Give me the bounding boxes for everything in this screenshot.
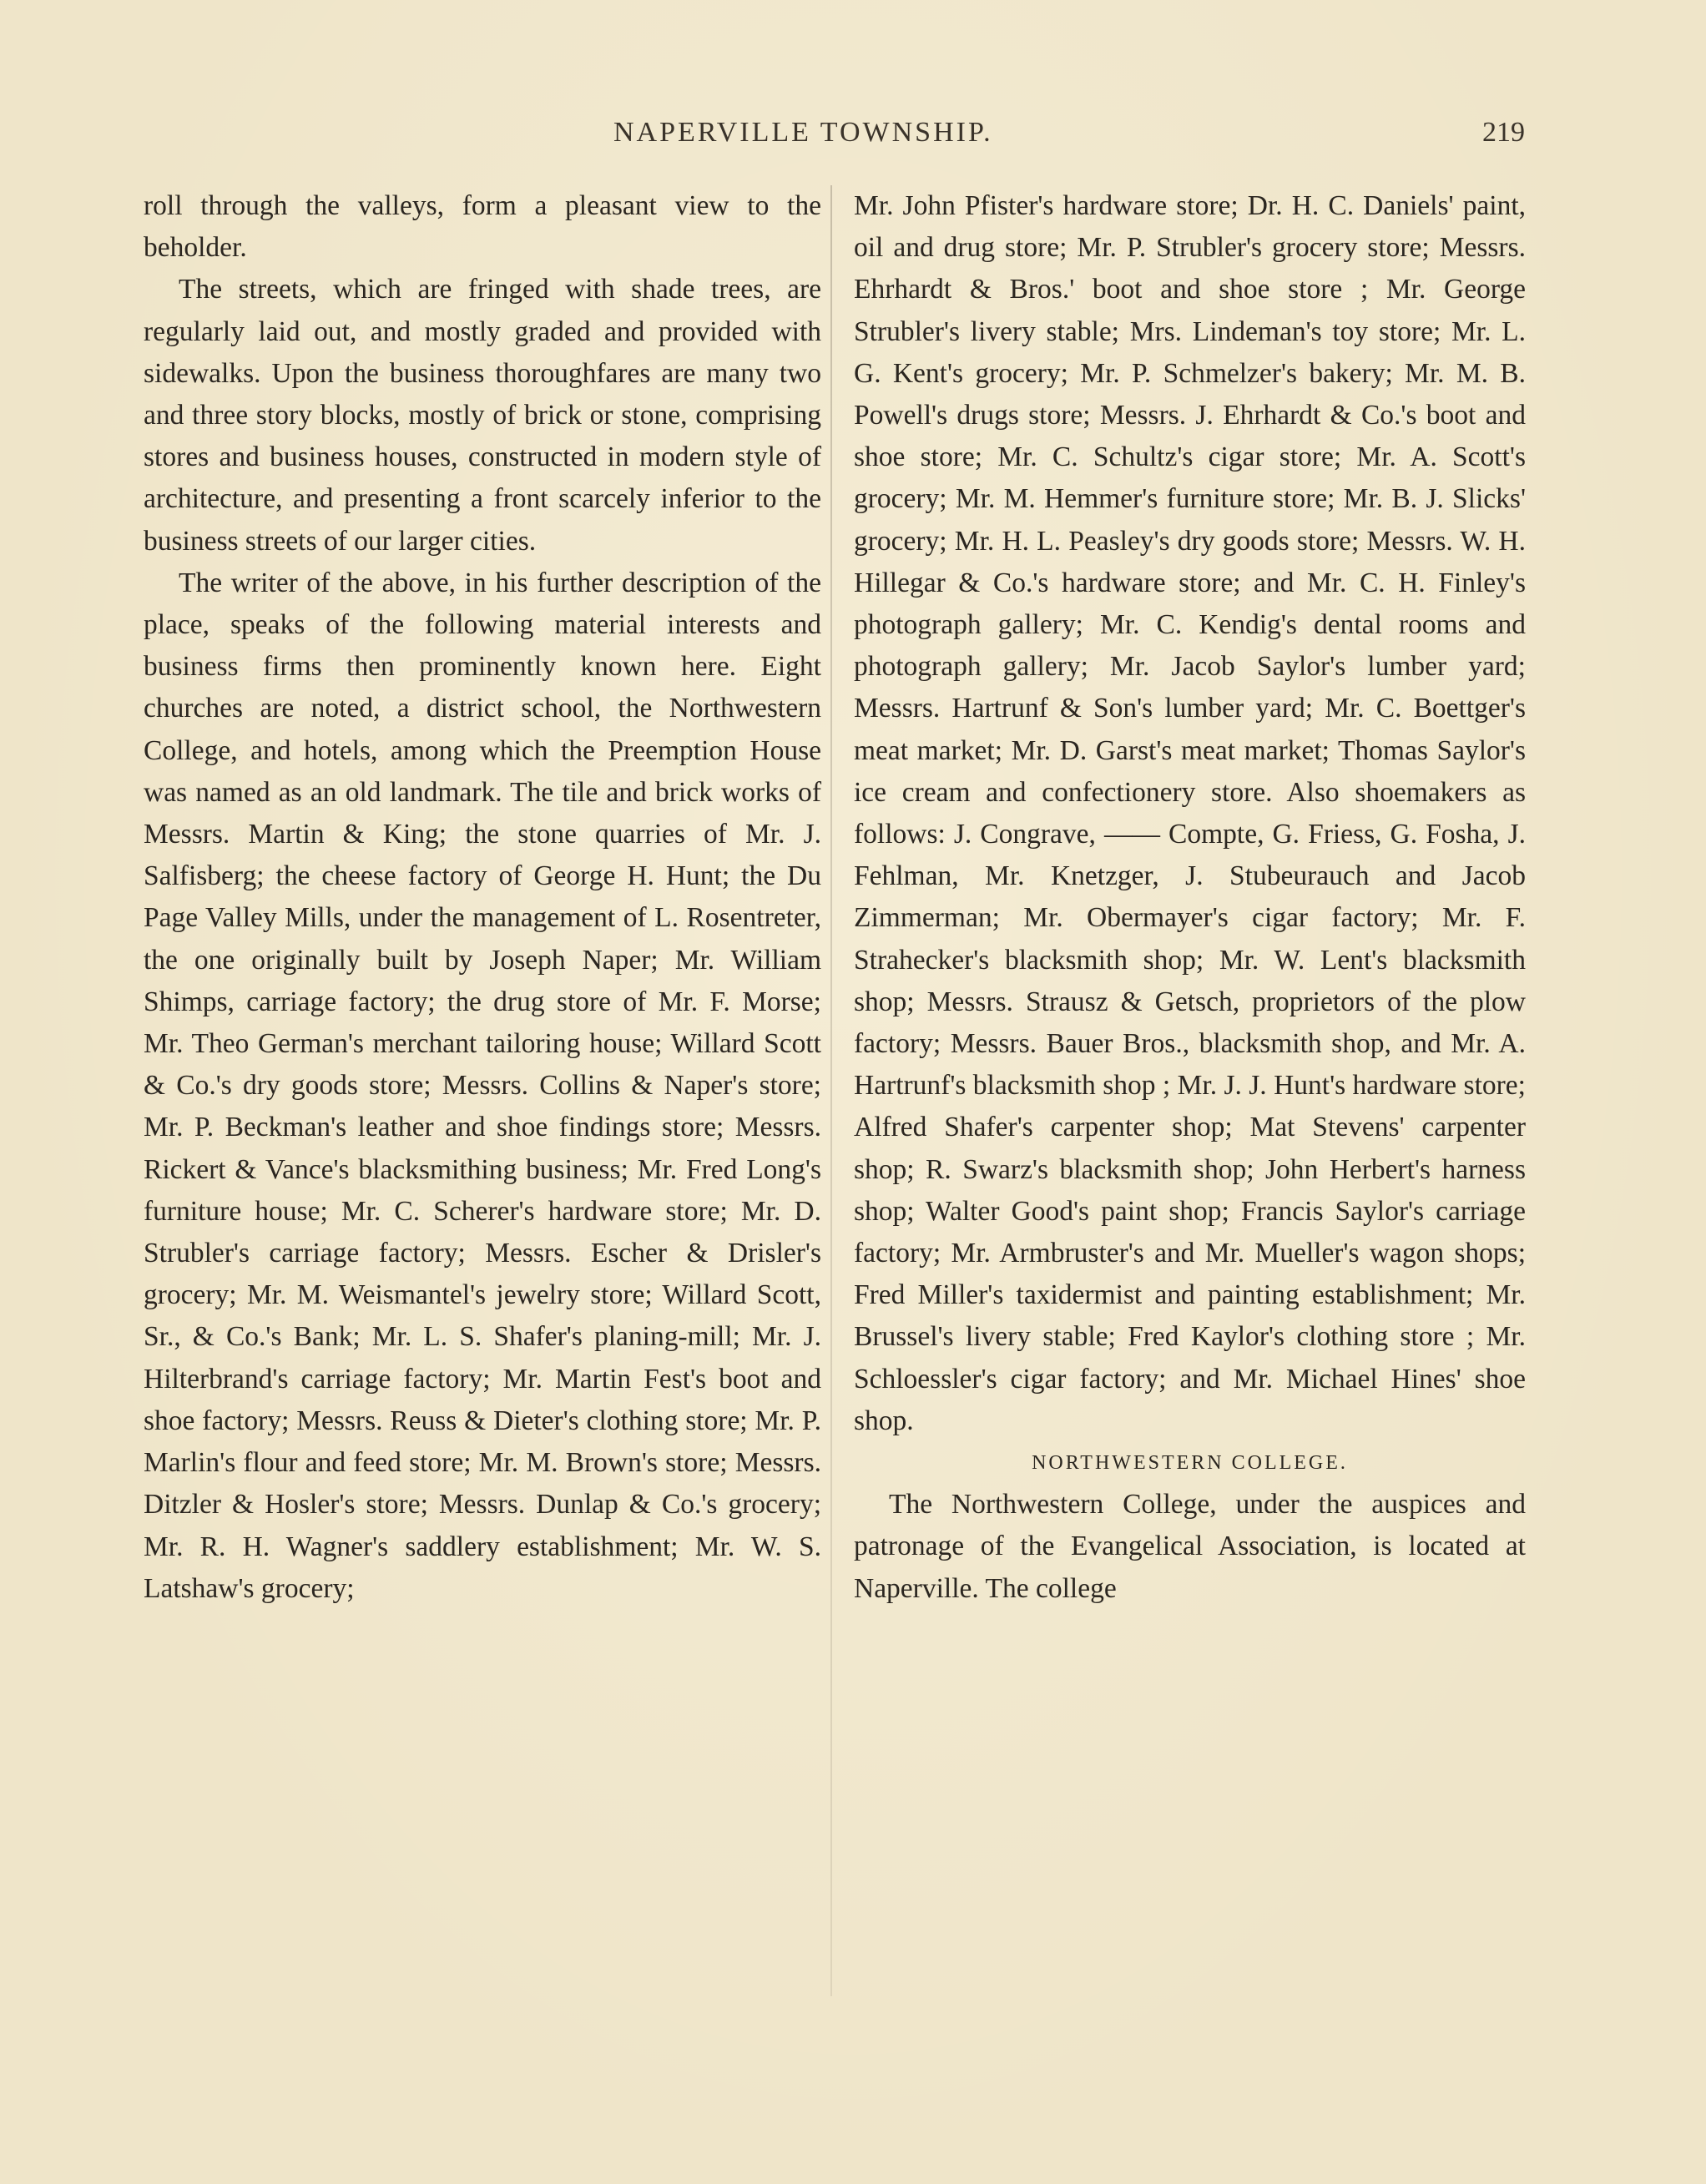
left-paragraph-2: The streets, which are fringed with shade trees, are regularly laid out, and mostly graded and provided with sidewalks. Upon the business thoroughfares are many two and three story blocks, mostly of brick or stone, comprising stores and business houses, constructed in modern style of architecture, and presenting a front scarcely inferior to the business streets of our larger cities. [144, 274, 821, 557]
section-heading: NORTHWESTERN COLLEGE. [1032, 1452, 1348, 1475]
left-paragraph-1: roll through the valleys, form a pleasant view to the beholder. [144, 190, 821, 264]
right-paragraph-2: The Northwestern College, under the auspices and patronage of the Evangelical Association, is located at Naperville. The college [854, 1489, 1526, 1604]
page-number: 219 [1482, 117, 1525, 148]
right-paragraph-1: Mr. John Pfister's hardware store; Dr. H. C. Daniels' paint, oil and drug store; Mr. P. Strubler's grocery store; Messrs. Ehrhardt & Bros.' boot and shoe store ; Mr. George Strubler's livery stable; Mrs. Lindeman's toy store; Mr. L. G. Kent's grocery; Mr. P. Schmelzer's bakery; Mr. M. B. Powell's drugs store; Messrs. J. Ehrhardt & Co.'s boot and shoe store; Mr. C. Schultz's cigar store; Mr. A. Scott's grocery; Mr. M. Hemmer's furniture store; Mr. B. J. Slicks' grocery; Mr. H. L. Peasley's dry goods store; Messrs. W. H. Hillegar & Co.'s hardware store; and Mr. C. H. Finley's photograph gallery; Mr. C. Kendig's dental rooms and photograph gallery; Mr. Jacob Saylor's lumber yard; Messrs. Hartrunf & Son's lumber yard; Mr. C. Boettger's meat market; Mr. D. Garst's meat market; Thomas Saylor's ice cream and confectionery store. Also shoemakers as follows: J. Congrave, —— Compte, G. Friess, G. Fosha, J. Fehlman, Mr. Knetzger, J. Stubeurauch and Jacob Zimmerman; Mr. Obermayer's cigar factory; Mr. F. Strahecker's blacksmith shop; Mr. W. Lent's blacksmith shop; Messrs. Strausz & Getsch, proprietors of the plow factory; Messrs. Bauer Bros., blacksmith shop, and Mr. A. Hartrunf's blacksmith shop ; Mr. J. J. Hunt's hardware store; Alfred Shafer's carpenter shop; Mat Stevens' carpenter shop; R. Swarz's blacksmith shop; John Herbert's harness shop; Walter Good's paint shop; Francis Saylor's carriage factory; Mr. Armbruster's and Mr. Mueller's wagon shops; Fred Miller's taxidermist and painting establishment; Mr. Brussel's livery stable; Fred Kaylor's clothing store ; Mr. Schloessler's cigar factory; and Mr. Michael Hines' shoe shop. [854, 190, 1526, 1436]
right-column [854, 185, 1526, 1610]
left-paragraph-3: The writer of the above, in his further description of the place, speaks of the following material interests and business firms then prominently known here. Eight churches are noted, a district school, the Northwestern College, and hotels, among which the Preemption House was named as an old landmark. The tile and brick works of Messrs. Martin & King; the stone quarries of Mr. J. Salfisberg; the cheese factory of George H. Hunt; the Du Page Valley Mills, under the management of L. Rosentreter, the one originally built by Joseph Naper; Mr. William Shimps, carriage factory; the drug store of Mr. F. Morse; Mr. Theo German's merchant tailoring house; Willard Scott & Co.'s dry goods store; Messrs. Collins & Naper's store; Mr. P. Beckman's leather and shoe findings store; Messrs. Rickert & Vance's blacksmithing business; Mr. Fred Long's furniture house; Mr. C. Scherer's hardware store; Mr. D. Strubler's carriage factory; Messrs. Escher & Drisler's grocery; Mr. M. Weismantel's jewelry store; Willard Scott, Sr., & Co.'s Bank; Mr. L. S. Shafer's planing-mill; Mr. J. Hilterbrand's carriage factory; Mr. Martin Fest's boot and shoe factory; Messrs. Reuss & Dieter's clothing store; Mr. P. Marlin's flour and feed store; Mr. M. Brown's store; Messrs. Ditzler & Hosler's store; Messrs. Dunlap & Co.'s grocery; Mr. R. H. Wagner's saddlery establishment; Mr. W. S. Latshaw's grocery; [144, 567, 821, 1604]
left-column [144, 185, 821, 1610]
column-divider [830, 185, 832, 1996]
running-head: NAPERVILLE TOWNSHIP. [613, 117, 993, 148]
